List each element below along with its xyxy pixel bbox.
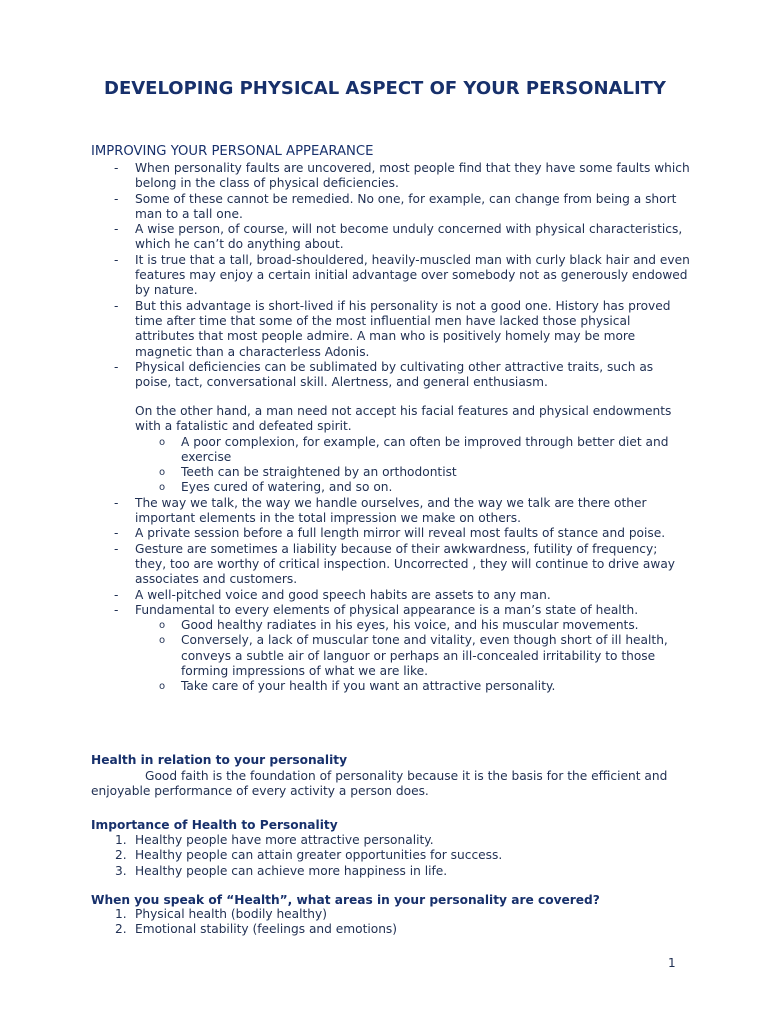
- bullet-list-a: [91, 161, 691, 390]
- paragraph: On the other hand, a man need not accept his facial features and physical endowments with a fatalistic and defeated spirit.: [135, 404, 672, 434]
- list-item: 2. Emotional stability (feelings and emotions): [115, 922, 398, 937]
- list-item: - A well-pitched voice and good speech habits are assets to any man.: [91, 588, 691, 603]
- list-item: 3. Healthy people can achieve more happiness in life.: [115, 863, 448, 878]
- section-heading-appearance: IMPROVING YOUR PERSONAL APPEARANCE: [91, 144, 374, 159]
- list-item: - It is true that a tall, broad-shouldered, heavily-muscled man with curly black hair and even features may enjoy a certain initial advantage over somebody not as generously endowed by nature.: [91, 253, 691, 299]
- list-item: - Gesture are sometimes a liability because of their awkwardness, futility of frequency; they, too are worthy of critical inspection. Uncorrected , they will continue to drive away associates and customers.: [91, 542, 691, 588]
- circle-list-a: [91, 435, 691, 496]
- list-item: - Some of these cannot be remedied. No one, for example, can change from being a short man to a tall one.: [91, 192, 691, 223]
- section-heading-areas: When you speak of “Health”, what areas in your personality are covered?: [91, 893, 600, 907]
- bullet-list-b: [91, 496, 691, 618]
- section-heading-health: Health in relation to your personality: [91, 753, 348, 767]
- list-item: o Take care of your health if you want an attractive personality.: [91, 679, 691, 694]
- numbered-list-importance: [91, 833, 691, 879]
- list-item: 1. Healthy people have more attractive personality.: [115, 833, 434, 847]
- list-item: - When personality faults are uncovered, most people find that they have some faults which belong in the class of physical deficiencies.: [91, 161, 691, 192]
- list-item: o Eyes cured of watering, and so on.: [91, 480, 691, 495]
- appearance-content: [91, 161, 691, 390]
- section-heading-importance: Importance of Health to Personality: [91, 818, 338, 832]
- list-item: - Fundamental to every elements of physical appearance is a man’s state of health.: [91, 603, 691, 618]
- list-item: - But this advantage is short-lived if his personality is not a good one. History has proved time after time that some of the most influential men have lacked those physical attributes that most people admire. A man who is positively homely may be more magnetic than a characterless Adonis.: [91, 299, 691, 360]
- importance-list-block: [91, 833, 691, 879]
- areas-list-block: [91, 907, 691, 938]
- numbered-list-areas: [91, 907, 691, 938]
- appearance-content-2: [91, 404, 691, 695]
- list-item: 2. Healthy people can attain greater opportunities for success.: [115, 848, 503, 863]
- list-item: 1. Physical health (bodily healthy): [115, 907, 327, 921]
- list-item: o Good healthy radiates in his eyes, his voice, and his muscular movements.: [91, 618, 691, 633]
- list-item: o Conversely, a lack of muscular tone and vitality, even though short of ill health, conveys a subtle air of languor or perhaps an ill-concealed irritability to those forming impressions of what we are like.: [91, 633, 691, 679]
- health-paragraph-block: [91, 769, 691, 800]
- paragraph: Good faith is the foundation of personality because it is the basis for the efficient and enjoyable performance of every activity a person does.: [91, 769, 668, 799]
- list-item: o A poor complexion, for example, can often be improved through better diet and exercise: [91, 435, 691, 466]
- list-item: - A private session before a full length mirror will reveal most faults of stance and poise.: [91, 526, 691, 541]
- page-number: 1: [668, 956, 676, 970]
- circle-list-b: [91, 618, 691, 694]
- list-item: - A wise person, of course, will not become unduly concerned with physical characteristics, which he can’t do anything about.: [91, 222, 691, 253]
- list-item: o Teeth can be straightened by an orthodontist: [91, 465, 691, 480]
- list-item: - Physical deficiencies can be sublimated by cultivating other attractive traits, such as poise, tact, conversational skill. Alertness, and general enthusiasm.: [91, 360, 691, 391]
- list-item: - The way we talk, the way we handle ourselves, and the way we talk are there other important elements in the total impression we make on others.: [91, 496, 691, 527]
- page-title: DEVELOPING PHYSICAL ASPECT OF YOUR PERSONALITY: [104, 78, 666, 99]
